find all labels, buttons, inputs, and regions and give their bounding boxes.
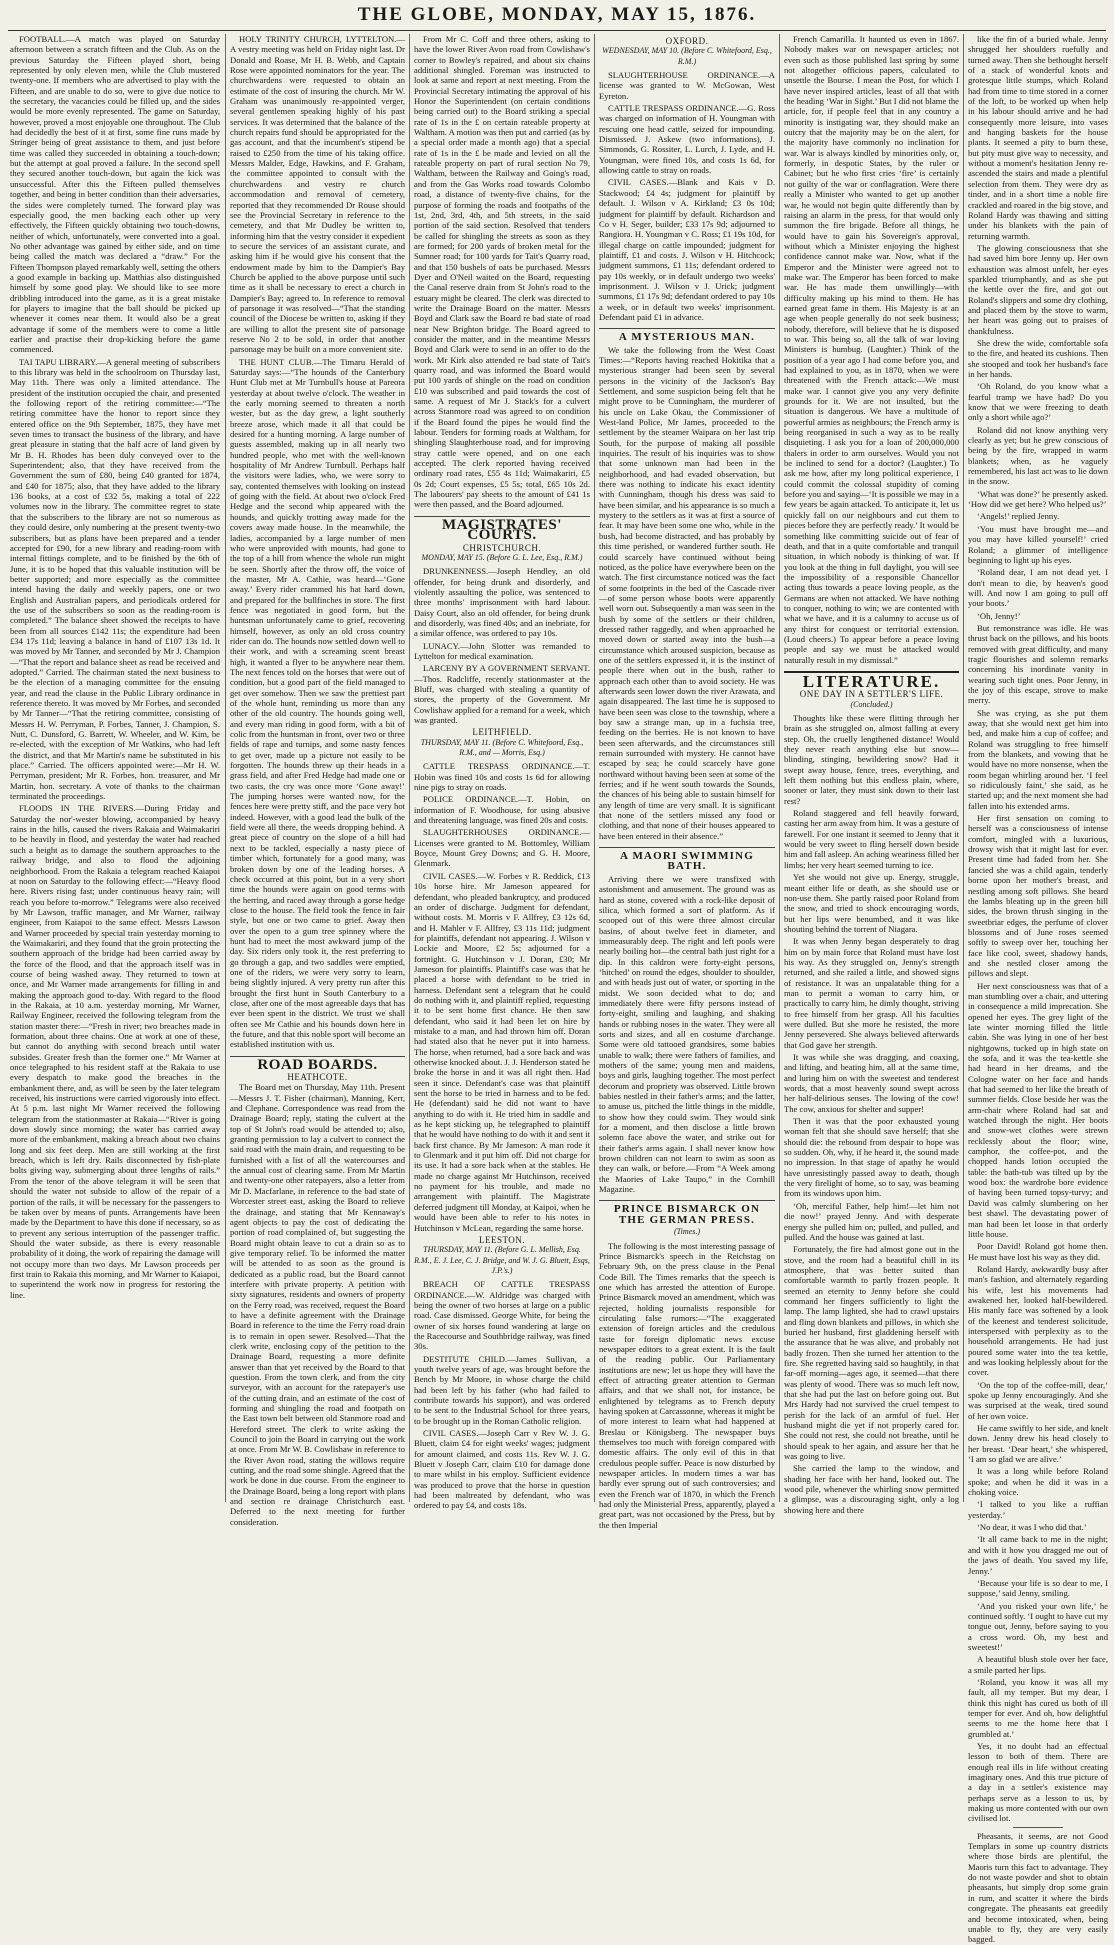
- article-paragraph: A beautiful blush stole over her face, a smile parted her lips.: [968, 1654, 1108, 1675]
- article-paragraph: ‘You must have brought me—and you may have killed yourself!’ cried Roland; a glimmer of intelligence beginning to light up his eyes.: [968, 523, 1108, 565]
- article-paragraph: But remonstrance was idle. He was thrust back on the pillows, and his boots removed with great difficulty, and many tragic flourishes and solemn remarks concerning his inordinate vanity in wearing such tight ones. Poor Jenny, in the joy of this escape, strove to make merry.: [968, 622, 1108, 706]
- column-divider: [779, 34, 780, 1502]
- article-paragraph: It was while she was dragging, and coaxing, and lifting, and beating him, all at the same time, and luring him on with the sweetest and tenderest words, that a most heavenly sound swept across her half-delirious senses. The lowing of the cow! The cow, anxious for shelter and supper!: [784, 1052, 959, 1114]
- article-paragraph: TAI TAPU LIBRARY.—A general meeting of subscribers to this library was held in the schoolroom on Thursday last, May 11th. There was only a limited attendance. The president of the institution occupied the chair, and presented the following report of the retiring committee:—“The retiring committee have the honor to report since they entered office on the 9th September, 1875, they have met seven times to transact the business of the library, and have great pleasure in stating that the half acre of land given by Mr B. H. Rhodes has been duly conveyed over to the Superintendent; also, that they have received from the Government the sum of £80, being £40 granted for 1874, and £40 for 1875; also, that they have added to the library 136 books, at a cost of £32 5s, making a total of 222 volumes now in the library. The committee regret to state that the subscribers to the library are not so numerous as they could desire, only numbering at the present twenty-two subscribers, but as plans have been prepared and a tender accepted for £90, for a new library and reading-room with internal fittings complete, and to be finished by the 6th of June, it is to be hoped that this valuable institution will be better supported; and more especially as the committee intend having the daily and weekly papers, one or two English and Australian papers, and periodicals ordered for the use of the subscribers so soon as the reading-room is completed.” The balance sheet showed the receipts to have been from all sources £142 11s; the expenditure had been £34 17s 11d; leaving a balance in hand of £107 13s 1d. It was moved by Mr Tanner, and seconded by Mr J. Champion—“That the report and balance sheet as read be received and adopted.” Carried. The chairman stated the next business to be the election of a managing committee for the ensuing year, and read the clause in the Public Library ordinance in reference thereto. It was moved by Mr Forbes, and seconded by Mr Tanner—“That the retiring committee, consisting of Messrs H. W. Perryman, P. Forbes, Tanner, J. Champion, S. Nutt, C. Dunsford, G. Barrett, W. Wheeler, and W. Kim, be re-elected, with the exception of Mr Watkins, who had left the district, and that Mr Martin's name be substituted in his place.” Carried. The officers appointed were:—Mr H. W. Perryman, president; Mr R. Forbes, hon. treasurer, and Mr Martin, hon. secretary. A vote of thanks to the chairman terminated the proceedings.: [10, 356, 220, 802]
- article-paragraph: ‘It all came back to me in the night; and with it how you dragged me out of the jaws of death. You saved my life, Jenny.’: [968, 1534, 1108, 1576]
- article-paragraph: POLICE ORDINANCE.—T. Hobin, on information of F. Woodhouse, for using abusive and threatening language, was fined 20s and costs.: [414, 794, 590, 826]
- article-paragraph: Yes, it no doubt had an effectual lesson to both of them. There are enough real ills in life without creating imaginary ones. And this true picture of a day in a settler's existence may perhaps serve as a lesson to us, by making us more contented with our own civilised lot.: [968, 1741, 1108, 1824]
- article-paragraph: THE HUNT CLUB.—The Timaru Herald of Saturday says:—“The hounds of the Canterbury Hunt Club met at Mr Turnbull's house at Pareora yesterday at about twelve o'clock. The weather in the early morning seemed to threaten a north wester, but as the day grew, a light southerly breeze arose, which made it all that could be desired for a hunting morning. A large number of guests assembled, making up in all nearly two hundred people, who met with the well-known hospitality of Mr Andrew Turnbull. Perhaps half the visitors were ladies, who, we were sorry to say, contented themselves with looking on instead of going with the field. At about two o'clock Fred Hedge and the second whip appeared with the hounds, and quickly trotting away made for the covers away made house. In the meanwhile, the ladies, accompanied by a large number of men who were unprovided with mounts, had gone to the top of a hill from whence the whole run might be seen. Shortly after the throw off, the voice of the master, Mr A. Cathie, was heard—‘Gone away.’ Every rider crammed his hat hard down, and prepared for the bullfinches in store. The first fence was negotiated in good form, but the huntsman unfortunately came to grief, recovering himself, however, as only an old cross country rider can do. The hounds now settled down well to their work, and with a screaming scent breast high, it wanted a flyer to be anywhere near them. The next fences told on the horses that were out of condition, but a good part of the field managed to get over somehow. Then we saw the prettiest part of the whole hunt, reminding us more than any other of the old country. The hounds going well, and every man riding in good form, with a bit of colic from the huntsman in front, over two or three fields of rape and turnips, and some nasty fences to get over, made up a picture not easily to be forgotten. The hounds threw up their heads in a grass field, and after Fred Hedge had made one or two casts, the cry was once more ‘Gone away!’ The jumping horses were wanted now, for the fences here were pretty stiff, and the pace very hot indeed. However, with a good lead the bulk of the field were all there, the weeds dropping behind. A great piece of country on the slope of a hill had next to be tackled, especially a nasty piece of timber which, fortunately for a good many, was broken down by one of the leading horses. A check occurred at this point, but in a very short time the hounds were again on good terms with the herring, and raced away through a gorse hedge close to the house. The field took the fence in fair style, but one or two came to grief. Away then over the open to a gum tree spinney where the hunt had to meet the most awkward jump of the day. Six riders only took it, the rest preferring to go through a gap, and two saddles were emptied, one of the riders, we were very sorry to learn, being slightly injured. A very pretty run after this brought the first hunt in South Canterbury to a close, after one of the most agreeable days that has ever been spent in the district. We trust we shall often see Mr Cathie and his hounds down here in the future, and that this noble sport will become an established institution with us.: [230, 356, 405, 1050]
- article-paragraph: It was a long while before Roland spoke; and when he did it was in a choking voice.: [968, 1466, 1108, 1498]
- article-paragraph: like the fin of a buried whale. Jenny shrugged her shoulders ruefully and turned away. Then she bethought herself of a stack of wonderful knots and grotesque little stumps, which Roland had from time to time stored in a corner of the loft, to be worked up when help in his labour should arrive and he had consequently more leisure, into vases and hanging baskets for the house plants. It seemed a pity to burn these, but pity must give way to necessity, and without a moment's hesitation Jenny re-ascended the stairs and made a plentiful selection from them. They were dry as tinder, and in a short time a noble fire crackled and roared in the big stove, and Roland Hardy was thawing and sitting under his blankets with the pain of returning warmth.: [968, 34, 1108, 241]
- article-paragraph: Her first sensation on coming to herself was a consciousness of intense comfort, mingled with a luxurious, drowsy wish that it might last for ever. Present time had faded from her. She fancied she was a child again, tenderly borne upon her mother's breast, and nestling among soft pillows. She heard the lambs bleating up in the green hill sides, the brown thrush singing in the sweetbriar edges, the perfume of clover blossoms and of June roses seemed softly to sweep over her, touching her face like cool, sweet, shadowy hands, and she nestled closer among the pillows and slept.: [968, 813, 1108, 979]
- column-1: [10, 34, 220, 1504]
- article-paragraph: ‘No dear, it was I who did that.’: [977, 1522, 1087, 1533]
- article-paragraph: BREACH OF CATTLE TRESPASS ORDINANCE.—W. Aldridge was charged with being the owner of two horses at large on a public road. Case dismissed. George White, for being the owner of six horses found wandering at large on the Racecourse and Southbridge railway, was fined 30s.: [414, 1279, 590, 1352]
- article-paragraph: DESTITUTE CHILD.—James Sullivan, a youth twelve years of age, was brought before the Bench by Mr Moore, in whose charge the child had been left by his father (who had failed to contribute towards his support), and was ordered to be sent to the Industrial School for three years, to be brought up in the Roman Catholic religion.: [414, 1353, 590, 1426]
- column-divider: [963, 34, 964, 1502]
- article-paragraph: ‘I talked to you like a ruffian yesterday.’: [968, 1499, 1108, 1520]
- dateline: THURSDAY, MAY 11. (Before C. Whitefoord, Esq., R.M., and — Morris, Esq.): [420, 737, 584, 758]
- article-paragraph: He came swiftly to her side, and knelt down. Jenny drew his head closely to her breast. ‘Dear heart,’ she whispered, ‘I am so glad we are alive.’: [968, 1423, 1108, 1465]
- section-heading: ROAD BOARDS.: [230, 1056, 405, 1070]
- section-heading: MAGISTRATES' COURTS.: [414, 516, 590, 541]
- article-paragraph: ‘Angels!’ replied Jenny.: [977, 511, 1060, 522]
- subheading: LEITHFIELD.: [472, 727, 532, 738]
- column-divider: [409, 34, 410, 1502]
- article-paragraph: She drew the wide, comfortable sofa to the fire, and heated its cushions. Then she stooped and took her husband's face in her hands.: [968, 337, 1108, 379]
- subheading: LEESTON.: [478, 1234, 526, 1245]
- article-paragraph: Then it was that the poor exhausted young woman felt that she should save herself; that she should die: the rebound from despair to hope was so sudden. Oh, why, if he heard it, the sound made no impression. In that stage of apathy he would have unresistingly passed away to death, though the very firelight of home, so to say, was beaming from its windows upon him.: [784, 1116, 959, 1199]
- article-paragraph: CIVIL CASES.—W. Forbes v R. Reddick, £13 10s horse hire. Mr Jameson appeared for defendant, who pleaded bankruptcy, and produced an order of discharge. Judgment for defendant, without costs. M. Morris v F. Allfrey, £3 12s 6d, and H. Mahler v F. Allfrey, £3 11s 11d; judgment for plaintiffs, defendant not appearing. J. Wilson v Lockie and Moore, £2 5s; adjourned for a fortnight. G. Hutchinson v J. Doran, £30; Mr Jameson for plaintiffs. Plaintiff's case was that he placed a horse with defendant to be tried in harness. Defendant sent a telegram that he could do nothing with it, and plaintiff replied, requesting it to be sent home first chance. He then saw defendant, who said it had been let on hire by mistake to a man, and had thrown him off. Doran had stated also that he never put it into harness. The horse, when returned, had a sore back and was otherwise knocked about. J. J. Henderson stated he broke the horse in and it was all right then. Had seen it since. Defendant's case was that plaintiff sent the horse to be tried in harness and to be fed. He (defendant) said he did not want to have anything to do with it. He tried him in saddle and as he kept sticking up, he telegraphed to plaintiff that he would have nothing to do with it and sent it back first chance. By Mr Jameson: A man rode it to Glenmark and it put him off. Did not charge for its use. It had a sore back when at the stables. He made no charge against Mr Hutchinson, received no payment for his trouble, and made no arrangement with plaintiff. The Magistrate deferred judgment till Monday, at Kaipoi, when he would have been able to refer to his notes in Hutchinson v McLean, regarding the same horse.: [414, 870, 590, 1233]
- article-paragraph: ‘Roland, you know it was all my fault, all my temper. But my dear, I think this night has cured us both of ill temper for ever. And oh, how delightful seems to me the home here that I grumbled at.’: [968, 1676, 1108, 1739]
- article-paragraph: ‘Roland dear, I am not dead yet. I don't mean to die, by heaven's good will. And now I am going to pull off your boots.’: [968, 567, 1108, 609]
- column-divider: [594, 34, 595, 1502]
- column-3: [414, 34, 590, 1511]
- article-paragraph: She carried the lamp to the window, and shading her face with her hand, looked out. The wood pile, whenever the whirling snow permitted a glimpse, was a discouraging sight, only a log showing here and there: [784, 1463, 959, 1515]
- article-paragraph: ‘What was done?’ he presently asked. ‘How did we get here? Who helped us?’: [968, 488, 1108, 510]
- article-paragraph: ‘Oh, merciful Father, help him!—let him not die now!’ prayed Jenny. And with desperate energy she pulled him on; pulled, and pulled, and pulled. And the house was gained at last.: [784, 1200, 959, 1242]
- article-paragraph: Poor David! Roland got home then. He must have lost his way as they did.: [968, 1241, 1108, 1262]
- article-paragraph: The Board met on Thursday, May 11th. Present—Messrs J. T. Fisher (chairman), Manning, Kerr, and Clephane. Correspondence was read from the Drainage Board; reply, stating the culvert at the top of St John's road would be attended to; also, granting permission to lay a culvert to connect the said road with the main drain, and requesting to be furnished with a list of all the watercourses and the annual cost of clearing same. From Mr Martin and twenty-one other ratepayers, also a letter from Mr D. Macfarlane, in reference to the bad state of Worcester street east, asking the Board to relieve the drainage, and stating that Mr Kennaway's agent objects to pay the cost of dedicating the portion of road complained of, but suggesting the Board might obtain leave to cut a drain so as to give temporary relief. To be informed the matter will be attended to as soon as the ground is dedicated as a public road, but the Board cannot interfere with private property. A petition with sixty signatures, residents and owners of property on the Ferry road, was received, request the Board to have a definite agreement with the Drainage Board in reference to the time the Ferry road drain is to remain in open sewer. Resolved—That the clerk write, enclosing copy of the petition to the Drainage Board, requesting a more definite answer than that yet received by the Board to that question. From the town clerk, and from the city surveyor, with an account for the ratepayer's use of the cutting drain, and an estimate of the cost of forming and shingling the road and footpath on the East town belt between old Stanmore road and Hereford street. The clerk to write asking the Council to join the Board in carrying out the work at once. From Mr W. B. Cowlishaw in reference to the River Avon road, stating the willows require cutting, and the road some shingle. Agreed that the work be done in due course. From the engineer to the Drainage Board, being a long report with plans and section re drainage Christchurch east. Deferred to the next meeting for further consideration.: [230, 1082, 405, 1527]
- article-paragraph: ‘And you risked your own life,’ he continued softly. ‘I ought to have cut my tongue out, Jenny, before saying to you a cross word. Oh, my best and sweetest!’: [968, 1600, 1108, 1652]
- article-paragraph: ‘On the top of the coffee-mill, dear,’ spoke up Jenny encouragingly. And she was surprised at the weak, tired sound of her own voice.: [968, 1379, 1108, 1421]
- article-paragraph: The glowing consciousness that she had saved him bore Jenny up. Her own exhaustion was almost unfelt, her eyes sparkled triumphantly, and as she put the kettle over the fire, and got out Roland's slippers and some dry clothing, and placed them by the stove to warm, her heart was going out to praises of thankfulness.: [968, 242, 1108, 336]
- article-paragraph: From Mr C. Coff and three others, asking to have the lower River Avon road from Cowlishaw's corner to Bowley's repaired, and about six chains additional shingled. Foreman was instructed to look at same and report at next meeting. From the Provincial Secretary intimating the approval of his Honor the Superintendent (on certain conditions being carried out) to the Board striking a special rate of 1s in the £ on certain rateable property at Waltham. A motion was then put and carried (as by a special order made a month ago) that a special rate of 1s in the £ be made and levied on all the rateable property on part of rural section No 79, Waltham, between the Railway and Going's road, and from the Gas Works road towards Colombo road, a distance of twenty-five chains, for the purpose of forming the roads and footpaths of the 1st, 2nd, 3rd, 4th, and 5th streets, in the said portion of the said section. Resolved that tenders be called for shingling the streets as soon as they are formed; for 200 yards of broken metal for the Sumner road; for 100 yards for Tait's Quarry road, and that 150 bushels of oats be purchased. Messrs Dyer and O'Neil waited on the Board, requesting the Canal reserve drain from St John's road to the estuary might be cleared. The clerk was directed to write the Drainage Board on the matter. Messrs Boyd and Clark saw the Board re bad state of road near New Brighton bridge. The Board agreed to consider the matter, and in the meantime Messrs Boyd and Clark were to send in an offer to do the work. Mr Kirk also attended re bad state of Tait's quarry road, and was informed the Board would put 100 yards of shingle on the road on condition £10 was subscribed and paid towards the cost of same. A request of Mr J. Stack's for a culvert across Stanmore road was agreed to on condition if the Board found the pipes he would find the labour. Tenders for forming roads at Waltham, for shingling Slaughterhouse road, and for improving stray cattle were opened, and on one each accepted. The clerk reported having received ordinary road rates, £55 4s 11d; Waimakariri, £5 0s 2d; Court expenses, £5 5s; total, £65 10s 2d. The labourers' pay sheets to the amount of £41 1s were then passed, and the Board adjourned.: [414, 34, 590, 510]
- dateline: WEDNESDAY, MAY 10. (Before C. Whitefoord, Esq., R.M.): [602, 46, 772, 66]
- article-paragraph: We take the following from the West Coast Times:—“Reports having reached Hokitika that a mysterious stranger had been seen by several persons in the vicinity of the Jackson's Bay Settlement, and some suspicion being felt that he might prove to be Cunningham, the murderer of his uncle on Lake Okau, the Commissioner of West-land Police, Mr James, proceeded to the settlement by the steamer Waipara on her last trip South, for the purpose of making all possible inquiries. The result of his inquiries was to show that some unknown man had been in the neighborhood, and had evaded observation, but there was nothing to indicate his exact identity with Cunningham, though his dress was said to have been similar, and his appearance is so much a mystery to the settlers as it was at first a source of fear. It may have been some one who, while in the bush, had become distracted, and has probably by this time perished, or wandered further south. He could scarcely have continued without being noticed, as the police have everywhere been on the watch. The first circumstance noticed was the fact of some footprints in the bed of the Cascade river—of some person whose boots were apparently well worn out. Subsequently a man was seen in the bush by some of the settlers or their children, dressed rather raggedly, and when approached he moved down or started away into the bush—a circumstance which aroused suspicion, because as one of the settlers expressed it, it is the instinct of people there when out in the bush, rather to approach each other than to avoid society. He was afterwards seen lower down the river Arawata, and again disappeared. The last time he is supposed to have been seen was close to the township, where a boy saw a strange man, up in a fuchsia tree, feeding on the berries. He is not known to have been seen afterwards, and the circumstances still remain surrounded with mystery. He cannot have escaped by sea; he could scarcely have gone northward without having been seen at some of the ferries; and if he went south towards the Sounds, the chances of his being able to sustain himself for any length of time are very small. It is significant that none of the settlers missed any food or clothing, and that none of their houses appeared to have been entered in their absence.”: [599, 344, 775, 841]
- subheading: ONE DAY IN A SETTLER'S LIFE.: [799, 689, 944, 700]
- column-4: [599, 34, 775, 1530]
- article-paragraph: LUNACY.—John Slotter was remanded to Lyttelton for medical examination.: [414, 640, 590, 661]
- article-paragraph: LARCENY BY A GOVERNMENT SERVANT.—Thos. Radcliffe, recently stationmaster at the Bluff, was charged with stealing a quantity of stores, the property of the Government. Mr Cowlishaw applied for a remand for a week, which was granted.: [414, 663, 590, 725]
- article-paragraph: Thoughts like these were flitting through her brain as she struggled on, almost falling at every step. Oh, the cruelly lengthened distance! Would they never reach anything else but snow—blinding, stinging, bewildering snow? Had it swept away house, fence, trees, everything, and left them nothing but this endless plain, where, sooner or later, they must sink down to their last rest?: [784, 713, 959, 806]
- article-paragraph: She was crying, as she put them away, that she would next get him into bed, and make him a cup of coffee; and Roland was struggling to free himself from the blankets, and vowing that he would have no more nonsense, when the room began whirling around her. ‘I feel so ridiculously faint,’ she said, as he started up; and the next moment she had fallen into his extended arms.: [968, 707, 1108, 811]
- dateline: MONDAY, MAY 15. (Before G. L. Lee, Esq., R.M.): [421, 552, 583, 562]
- dateline: (Times.): [674, 1227, 700, 1237]
- article-paragraph: SLAUGHTERHOUSES ORDINANCE.—Licenses were granted to M. Bottomley, William Boyce, Mount Grey Downs; and G. H. Moore, Glenmark.: [414, 827, 590, 869]
- article-paragraph: ‘Oh, Jenny!’: [977, 610, 1021, 621]
- subheading: CHRISTCHURCH.: [462, 542, 542, 553]
- section-heading: PRINCE BISMARCK ON THE GERMAN PRESS.: [599, 1200, 775, 1225]
- article-paragraph: HOLY TRINITY CHURCH, LYTTELTON.—A vestry meeting was held on Friday night last. Dr Donald and Roase, Mr H. B. Webb, and Captain Rose were appointed nominators for the year. The churchwardens were requested to obtain an estimate of the cost of insuring the church. Mr W. Graham was unanimously re-appointed verger, several gentlemen speaking highly of his past services. It was determined that the balance of the church repairs fund should be appropriated for the gas account, and that the incumbent's stipend be raised to £250 from the time of his taking office. Messrs Malder, Edge, Hawkins, and F. Graham, the committee appointed to consult with the churchwardens and vestry re church accommodation and removal of cemetery, reported that they recommended Dr Rouse should see the Provincial Secretary in reference to the cemetery, and that Mr Dudley be written to, informing him that the vestry consider it expedient to secure the services of an assistant curate, and asking him if he would give his consent that the endowment made by him to the Dampier's Bay Church be applied to the above purpose until such time as it shall be necessary to erect a church in Dampier's Bay; agreed to. In reference to removal of parsonage it was resolved—“That the standing council of the Diocese be written to, asking if they are willing to allot the present site of parsonage reserve No 2 to be sold, in order that another parsonage may be built on a more convenient site.: [230, 34, 405, 355]
- separator-rule: [1013, 1827, 1063, 1828]
- article-paragraph: French Camarilla. It haunted us even in 1867. Nobody makes war on newspaper articles; not even such as those published last spring by some not altogether officious papers, calculated to unsettle the Bourse. I mean the Post, for which I have never inspired articles, least of all that with the heading ‘War in Sight.’ But I did not blame the article, for, if people feel that in any country a minority is instigating war, they should make an outcry that the majority may be on the alert, for the majority have commonly no inclination for war. War is always kindled by minorities only, or, formerly, in despotic States, by the ruler or Cabinet; but he who first cries ‘fire’ is certainly not guilty of the war or conflagration. Were there really a Minister who wanted to get up another war, he would not begin quite differently than by raising an alarm in the press, for that would only summon the fire brigade. Before all things, he would have to gain his Sovereign's approval, without which a Minister enjoying the highest confidence cannot make war. Now, what if the Emperor and the Minister were agreed not to make war. The Emperor has been forced to make war. He has made them unwillingly—with difficulty making up his mind to them. He has earned great fame in them. His Majesty is at an age when people generally do not seek business; nobody, therefore, will believe that he is disposed to war. This being so, all the talk of war loving Ministers is humbug. (Laughter.) Think of the position of a year ago I had come before you, and had explained to you, as in 1870, when we were threatened with the French attack:—We must make war. I cannot give you any very definite grounds for it. We are not insulted, but the situation is dangerous. We have a multitude of powerful armies as neighbours; the French army is being reorganised in such a way as to be really disquieting. I ask you for a loan of 200,000,000 thalers in order to arm ourselves. Would you not be inclined to send for a doctor? (Laughter.) To ask me how, after my long political experience, I could commit the colossal stupidity of coming before you and saying—‘It is possible we may in a few years be again attacked. To anticipate it, let us quickly fall on our neighbours and cut them to pieces before they are perfectly ready.’ It would be something like committing suicide out of fear of death, and that in a quite comfortable and tranquil situation, in which nobody is thinking of war. If you look at the thing in full daylight, you will see the impossibility of a responsible Chancellor acting thus towards a peace loving people, as the Germans are when not attacked. We have nothing to conquer, nothing to win; we are contented with what we have, and it is a calumny to accuse us of any thirst for conquest or territorial extension. (Loud cheers.) To appear before a peace loving people and say we must be attacked would naturally result in my dismissal.”: [784, 34, 959, 665]
- article-paragraph: DRUNKENNESS.—Joseph Hendley, an old offender, for being drunk and disorderly, and violently assaulting the police, was sentenced to three months' imprisonment with hard labour. Daisy Court, also an old offender, for being drunk and disorderly, was fined 40s; and an inebriate, for a similar offence, was ordered to pay 10s.: [414, 566, 590, 639]
- article-paragraph: Pheasants, it seems, are not Good Templars in some up country districts where those birds are plentiful, the Maoris turn this fact to advantage. They do not waste powder and shot to obtain pheasants, but simply drop some grain in rum, and scatter it where the birds congregate. The pheasants eat greedily and become intoxicated, when, being unable to fly, they are very easily bagged.: [968, 1830, 1108, 1945]
- section-heading: A MAORI SWIMMING BATH.: [599, 847, 775, 872]
- article-paragraph: ‘Because your life is so dear to me, I suppose,’ said Jenny, smiling.: [968, 1577, 1108, 1599]
- masthead: THE GLOBE, MONDAY, MAY 15, 1876.: [357, 4, 757, 25]
- article-paragraph: CATTLE TRESPASS ORDINANCE.—T. Hobin was fined 10s and costs 1s 6d for allowing nine pigs to stray on roads.: [414, 761, 590, 793]
- column-divider: [225, 34, 226, 1502]
- article-paragraph: CIVIL CASES.—Blank and Kais v D. Stackwood; £4 4s; judgment for plaintiff by default. J. Wilson v A. Kirkland; £3 0s 10d; judgment for plaintiff by default. Richardson and Co v H. Seger, builder; £33 17s 9d; adjourned to Rangiora. H. Youngman v C. Ross; £1 19s 10d, for illegal charge on cattle impounded; judgment for plaintiff, £1 and costs. J. Wilson v H. Hitchcock; judgment summons, £1 11s; defendant ordered to pay 10s weekly, or in default undergo two weeks' imprisonment. J. Wilson v J. Urick; judgment summons, £1 17s 9d; defendant ordered to pay 10s a week, or in default two weeks' imprisonment. Defendant paid £1 in advance.: [599, 177, 775, 322]
- article-paragraph: Roland did not know anything very clearly as yet; but he grew conscious of being by the fire, wrapped in warm blankets; when, as he vaguely remembered, his last act was to lie down in the snow.: [968, 424, 1108, 487]
- dateline: (Concluded.): [850, 699, 893, 709]
- article-paragraph: Her next consciousness was that of a man stumbling over a chair, and uttering in consequence a mild imprecation. She opened her eyes. The grey light of the late winter morning filled the little cabin. She was lying in one of her best nightgowns, tucked up in high state on the sofa, and it was the tea-kettle she had heard in her dreams, and the Cologne water on her face and hands that had seemed to her like the breath of summer fields. Close beside her was the arm-chair where Roland had sat and watched through the night. Her boots and snow-wet clothes were strewn recklessly about the floor; wine, camphor, the coffee-pot, and the chopped hands lotion occupied the table: the bath-tub was tilted up by the wood box: the wardrobe bore evidence of having been turned topsy-turvy; and David was calmly slumbering on her best shawl. The devastating power of man had been let loose in that orderly little house.: [968, 980, 1108, 1239]
- article-paragraph: The following is the most interesting passage of Prince Bismarck's speech in the Reichstag on February 9th, on the press clause in the Penal Code Bill. The Times remarks that the speech is one which has arrested the attention of Europe. Prince Bismarck moved an amendment, which was rejected, holding journalists responsible for circulating false rumors:—“The exaggerated extension of foreign articles and the credulous taste for foreign diplomatic news excuse newspaper editors to a great extent. It is the fault of the reading public. Our Parliamentary institutions are new; let us hope they will have the effect of attracting greater attention to German affairs, and that we shall not, for instance, be enlightened by telegrams as to French deputy having spoken at Carcassonne, whereas it might be of more interest to learn what had happened at Breslau or Königsberg. The newspaper buys themselves too much with foreign compared with domestic affairs. The only evil of this in that credulous people suffer. Peace is now disturbed by newspaper articles. In modern times a war has hardly ever sprung out of such controversies; and even the French war of 1870, in which the French had only the Ministerial Press, apparently, played a great part, was not occasioned by the Press, but by the then Imperial: [599, 1240, 775, 1530]
- article-paragraph: Arriving there we were transfixed with astonishment and amusement. The ground was as hard as stone, covered with a rock-like deposit of silica, which formed a sort of platform. As if scooped out of this were three almost circular basins, of about twelve feet in diameter, and immeasurably deep. The right and left pools were nearly boiling hot—the central bath just right for a dip. In this caldron were forty-eight persons, ‘hitched’ on round the edges, shoulder to shoulder, and with heads just out of water, or sporting in the midst. We soon decided what to do; and immediately there were fifty persons instead of forty-eight, smiling and laughing, and shaking hands or rubbing noses in the water. They were all sorts and sizes, and all en costume d'archange. Some were old tattooed grandsires, some babies unable to walk; there were fathers of families, and mothers of the same; young men and maidens, boys and girls, laughing together. The most perfect decorum and propriety was observed. Little brown babies nestled in their father's arms; and the latter, to amuse us, pitched the little things in the middle, to show how they could swim. They would sink for a moment, and then disclose a little brown solemn face above the water, and strike out for their father's arms again. I shall never know how brown children can not learn to swim as soon as they can walk, or before.—From “A Week among the Maories of Lake Taupo,” in the Cornhill Magazine.: [599, 873, 775, 1195]
- article-paragraph: CIVIL CASES.—Joseph Carr v Rev W. J. G. Bluett, claim £4 for eight weeks' wages; judgment for amount claimed, and costs 11s. Rev W. J. G. Bluett v Joseph Carr, claim £10 for damage done to mare whilst in his employ. Sufficient evidence was produced to prove that the horse in question had been maltreated by defendant, who was ordered to pay £4, and costs 18s.: [414, 1428, 590, 1511]
- subheading: HEATHCOTE.: [287, 1072, 348, 1083]
- article-paragraph: Fortunately, the fire had almost gone out in the stove, and the room had a beautiful chill in its atmosphere, that was better suited than comfortable warmth to partly frozen people. It seemed an eternity to Jenny before she could command her fingers sufficiently to light the lamp. The lamp lighted, she had to crawl upstairs and fling down blankets and pillows, in which she buried her husband, first gladdening herself with the assurance that he was alive, and probably not badly frozen. Then she turned her attention to the fire. She regretted having said so haughtily, in that far-off morning—ages ago, it seemed—that there was plenty of wood. There was so much left now, that she had put the last on before going out. But Mrs Hardy had not survived the cruel tempest to perish for the lack of an armful of fuel. Her husband might die yet if not properly cared for. She could not rest, she could not breathe, until he should speak to her again, and assure her that he was going to live.: [784, 1244, 959, 1462]
- article-paragraph: ‘Oh Roland, do you know what a fearful tramp we have had? Do you know that we were freezing to death only a short while ago?’: [968, 381, 1108, 423]
- column-5: [784, 34, 959, 1515]
- article-paragraph: CATTLE TRESPASS ORDINANCE.—G. Ross was charged on information of H. Youngman with rescuing one head cattle, seized for impounding. Dismissed. J. Askew (two informations), J. Simmonds, G. Rossiter, L. Lurch, J. Lyde, and H. Youngman, were fined 10s, and costs 1s 6d, for allowing cattle to stray on roads.: [599, 103, 775, 176]
- article-paragraph: FOOTBALL.—A match was played on Saturday afternoon between a scratch fifteen and the Club. As on the previous Saturday the Fifteen played short, being represented by only eleven men, while the Club mustered twenty-one. If members who are advertised to play with the Fifteen, and are unable to do so, were to give due notice to the secretary, the vacancies could be filled up, and the sides would be more evenly represented. The game on Saturday, however, proved a most enjoyable one throughout. The Club had decidedly the best of it at first, some fine runs made by Stringer being of great assistance to them, and just before time was called they succeeded in obtaining a touch-down; but the attempt at goal proved a failure. In the second spell they secured another touch-down, but again the kick was unsuccessful. After this the Fifteen pulled themselves together, and being in better condition than their adversaries, the sides were completely turned. The forward play was especially good, the men backing each other up very effectively, the Fifteen quickly obtaining two touch-downs, neither of which, unfortunately, were converted into a goal. No other advantage was gained by either side, and on time being called the match was declared a “draw.” For the Fifteen Thompson played remarkably well, setting the others a good example in backing up. Matthias also distinguished himself by some good play. We should like to see more dribbling introduced into the game, as it is a great mistake for players to imagine that the ball should be picked up whenever it comes near them. It would also be a great advantage if some of the members were to come a little earlier and practise their drop-kicking before the game commenced.: [10, 34, 220, 355]
- article-paragraph: It was when Jenny began desperately to drag him on by main force that Roland must have lost his way. As they struggled on, Jenny's strength returned, and she railed a little, and showed signs of resistance. It was an unpalatable thing for a man to permit a woman to carry him, or practically to carry him, he dimly thought, striving to free himself from her grasp. All his faculties were dulled. But she more he resisted, the more Jenny persevered. She always believed afterwards that God gave her strength.: [784, 936, 959, 1050]
- subheading: OXFORD.: [665, 36, 709, 46]
- article-paragraph: Yet she would not give up. Energy, struggle, meant either life or death, as she should use or non-use them. She partly raised poor Roland from the snow, and tried to shock encouraging words, but her lips were benumbed, and it was like shouting behind the torrent of Niagara.: [784, 872, 959, 934]
- section-heading: LITERATURE.: [784, 671, 959, 687]
- article-paragraph: Roland Hardy, awkwardly busy after man's fashion, and alternately regarding his wife, lest his movements had awakened her, looked half-bewildered. His manly face was softened by a look of the keenest and tenderest solicitude, interspersed with perplexity as to the household arrangements. He had just poured some water into the tea kettle, and was looking helplessly about for the cover.: [968, 1263, 1108, 1378]
- column-6: [968, 34, 1108, 1945]
- article-paragraph: SLAUGHTERHOUSE ORDINANCE.—A license was granted to W. McGowan, West Eyreton.: [599, 70, 775, 101]
- column-2: [230, 34, 405, 1527]
- masthead-rule: [8, 30, 1106, 31]
- dateline: THURSDAY, MAY 11. (Before G. L. Mellish, Esq. R.M., E. J. Lee, C. J. Bridge, and W. J. G. Bluett, Esqs, J.P.'s.): [414, 1245, 590, 1275]
- article-paragraph: Roland staggered and fell heavily forward, casting her arm away from him. It was a gesture of farewell. For one instant it seemed to Jenny that it would be very sweet to fling herself down beside him and fall asleep. An aching weariness filled her limbs; her very heart seemed turning to ice.: [784, 808, 959, 870]
- section-heading: A MYSTERIOUS MAN.: [599, 328, 775, 342]
- article-paragraph: FLOODS IN THE RIVERS.—During Friday and Saturday the nor'-wester blowing, accompanied by heavy rains in the hills, caused the rivers Rakaia and Waimakariri to be heavily in flood, and yesterday the water had reached such a height as to damage the southern approaches to the railway bridge, and also to flood the adjoining neighborhood. From the Rakaia a telegram reached Kaiapoi at noon on Saturday to the following effect:—“Heavy flood here. Rivers rising fast; under continuous heavy rain; will reach you before to-morrow.” Telegrams were also received by Mr Lawson, traffic manager, and Mr Warner, railway engineer, from Kaiapoi to the same effect. Messrs Lawson and Warner proceeded by special train yesterday morning to the Waimakariri, and they found that the groin protecting the southern approach of the bridge had been carried away by the force of the flood, and that the approach itself was in course of being washed away. They returned to town at once, and Mr Warner made arrangements for filling in and making the approach good to-day. With regard to the flood in the Rakaia, at 10 a.m. yesterday morning, Mr Warner, Railway Engineer, received the following telegram from the station master there:—“Fresh in river; two breaches made in formation, about three chains. One at work at one of these, but cannot do anything with second breach until water subsides. Greater fresh than the former one.” Mr Warner at once telegraphed to his resident staff at the Rakaia to use every despatch to make good the breaches in the embankment there, and, as will be seen by the later telegram received, his instructions were carried vigorously into effect. At 5 p.m. last night Mr Warner received the following telegram from the stationmaster at Rakaia—“River is going down slowly since morning; the water has carried away more of the embankment, making a breach about two chains long and six feet deep. Men are still working at the first breach, which is left dry. Rails disconnected by fish-plate bolts giving way, submerging about three lengths of rails.” From the tenor of the above telegram it will be seen that should the water not subside to allow of the repair of a portion of the rails, it will be necessary for the passengers to be taken over by means of punts. Arrangements have been made by the Department to have this done if necessary, so as to prevent any serious interruption of the passenger traffic. Should the water subside, as there is every reasonable probability of it doing, the work of repairing the damage will not occupy more than two days. Mr Lawson proceeds per first train to Rakaia this morning, and Mr Warner to Kaiapoi, to superintend the work now in progress for restoring the line.: [10, 803, 220, 1300]
